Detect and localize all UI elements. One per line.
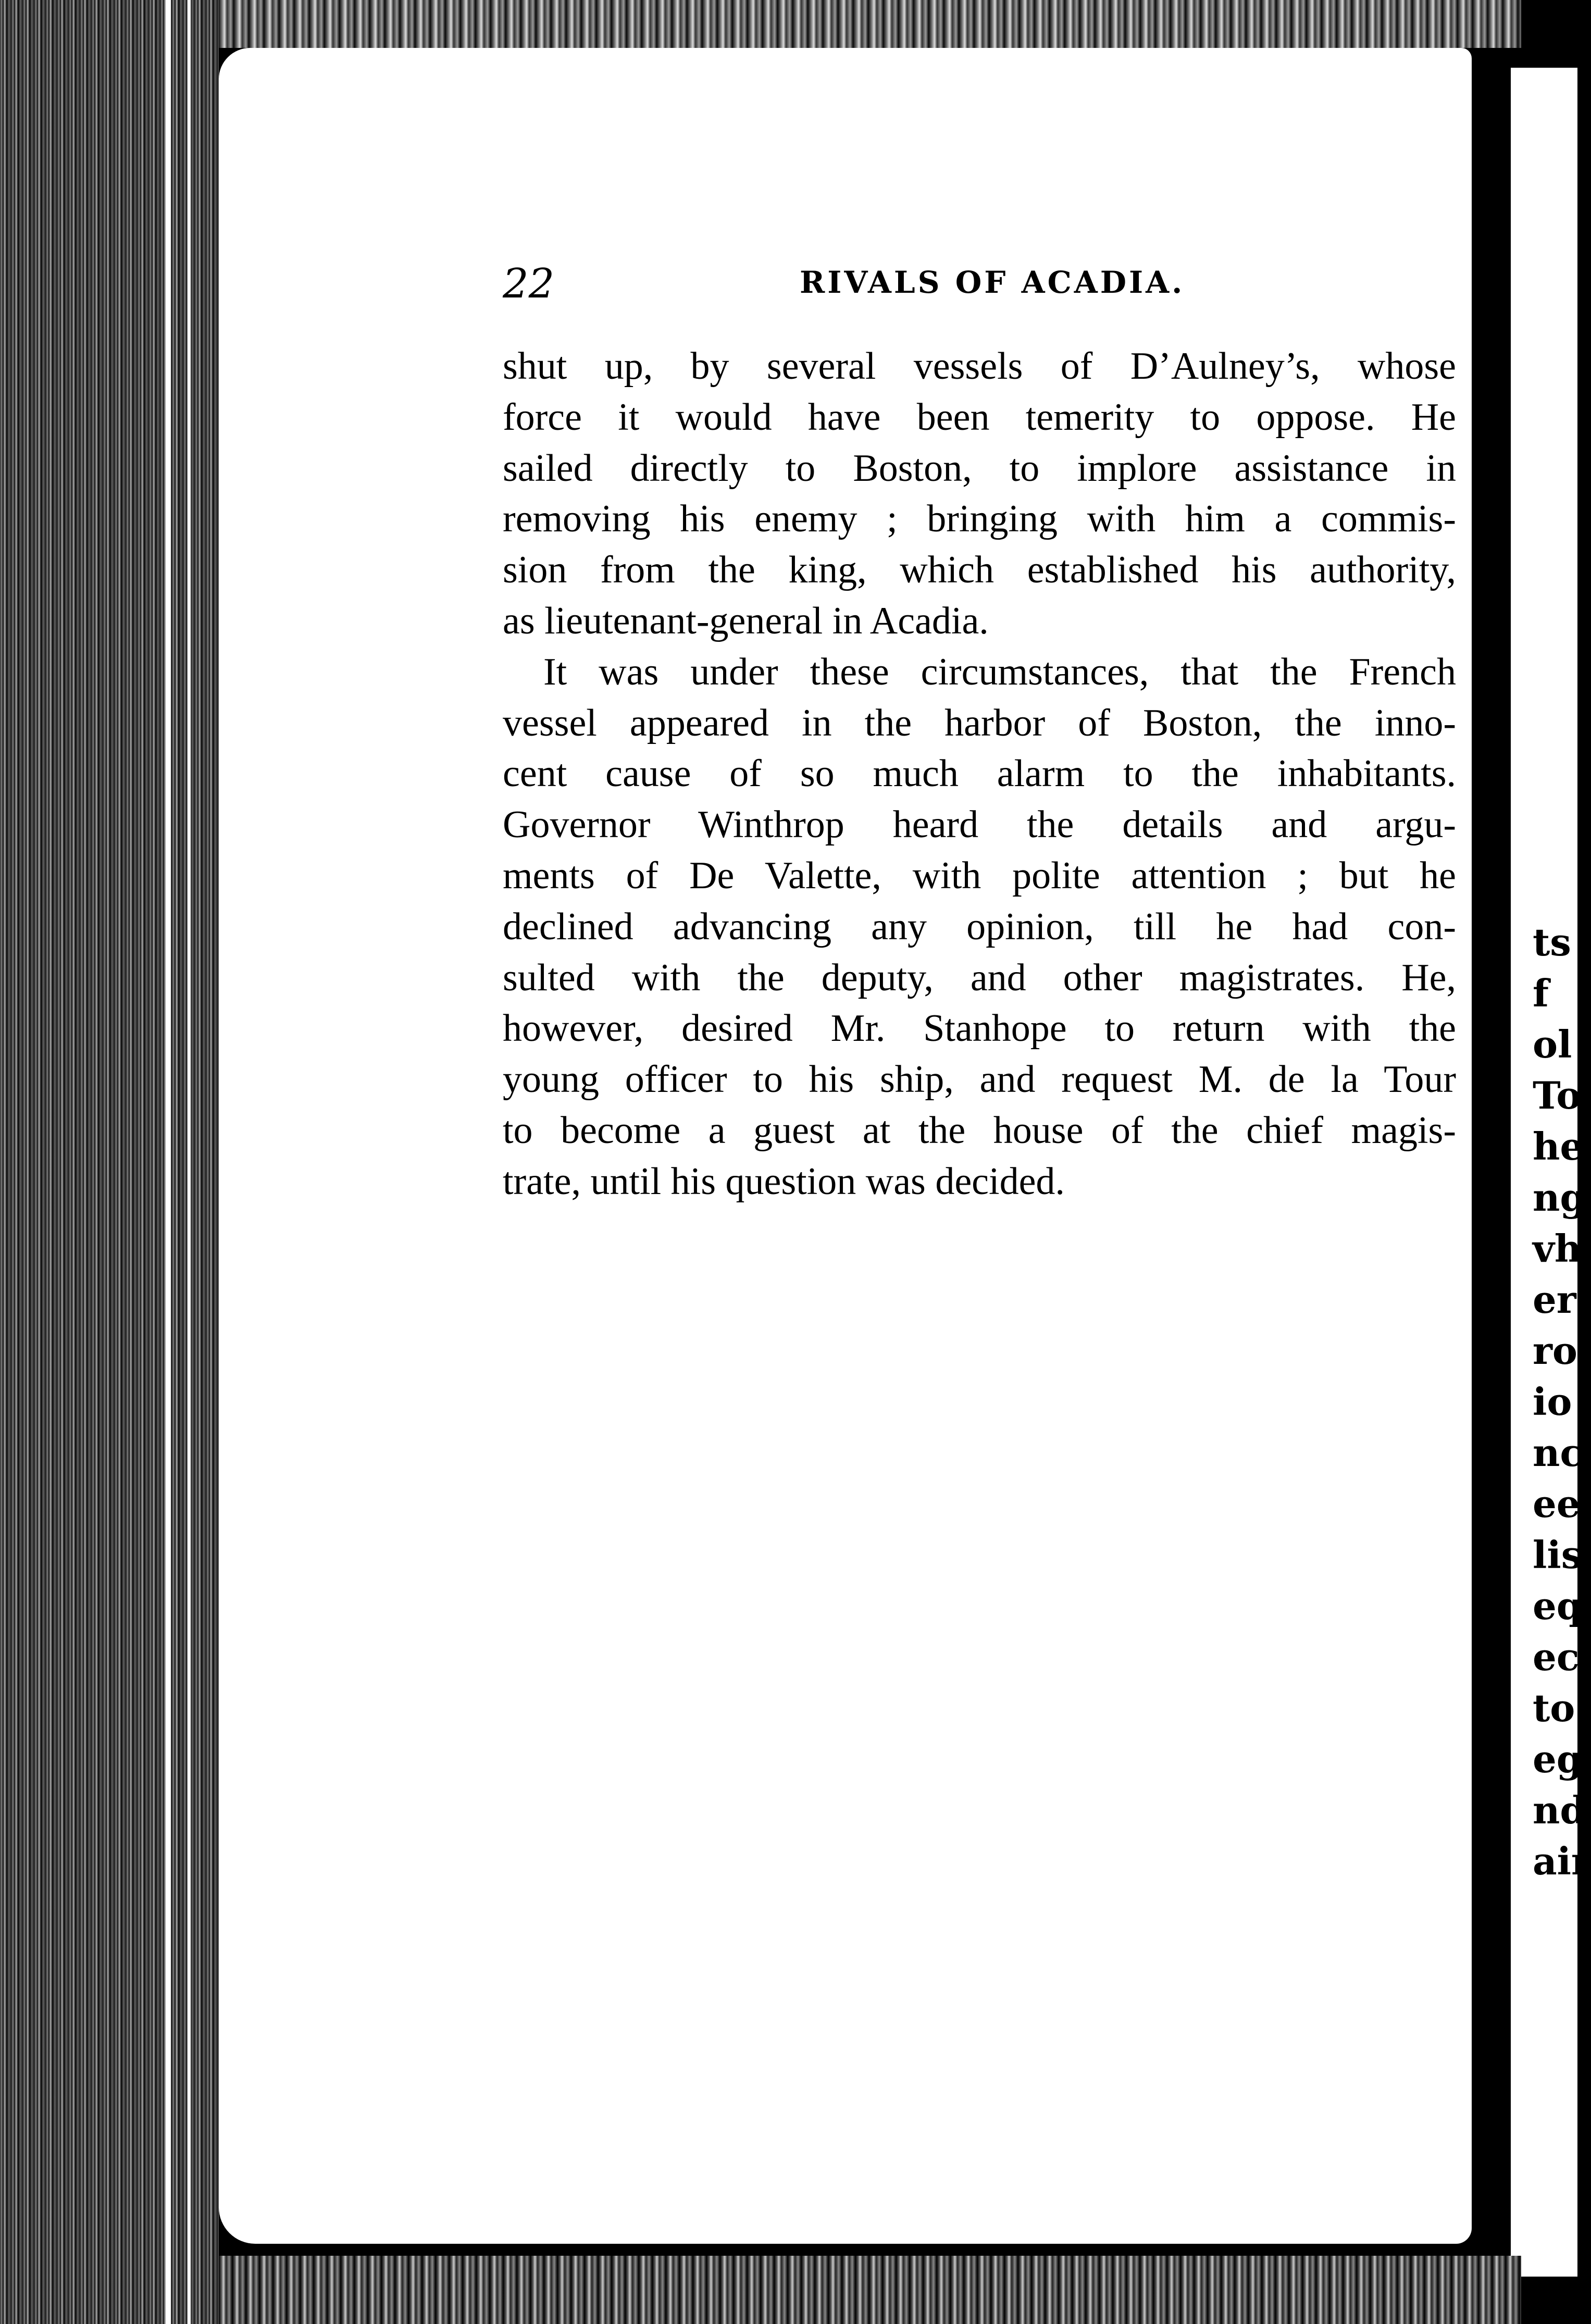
facing-page-fragment: ec xyxy=(1533,1635,1580,1679)
page-number: 22 xyxy=(503,260,555,307)
facing-page-fragment: ts xyxy=(1533,920,1571,964)
text-line: It was under these circumstances, that the French xyxy=(543,650,1456,693)
facing-page-fragment: f xyxy=(1533,971,1549,1015)
text-line: vessel appeared in the harbor of Boston, the inno- xyxy=(503,701,1456,744)
body-text xyxy=(503,341,1456,1208)
facing-page-fragment: air xyxy=(1533,1839,1591,1883)
facing-page-fragment: ee xyxy=(1533,1482,1581,1526)
facing-page-fragment: nc xyxy=(1533,1431,1583,1475)
text-line: sailed directly to Boston, to implore assistance in xyxy=(503,446,1456,490)
text-line: sulted with the deputy, and other magistrates. He, xyxy=(503,956,1456,999)
text-line: cent cause of so much alarm to the inhabitants. xyxy=(503,752,1456,796)
facing-page-fragment: vh xyxy=(1533,1226,1582,1271)
spine-highlight xyxy=(166,0,171,2324)
text-line: young officer to his ship, and request M. de la Tour xyxy=(503,1058,1456,1101)
text-line: shut up, by several vessels of D’Aulney’s, whose xyxy=(503,345,1456,388)
running-head: RIVALS OF ACADIA. xyxy=(800,265,1185,300)
text-line: declined advancing any opinion, till he had con- xyxy=(503,905,1456,948)
facing-page-fragment: nd xyxy=(1533,1788,1586,1832)
book-spine-edge xyxy=(0,0,219,2324)
text-line: force it would have been temerity to oppose. He xyxy=(503,395,1456,439)
text-line: as lieutenant-general in Acadia. xyxy=(503,599,989,642)
facing-page-fragment: he xyxy=(1533,1124,1584,1169)
facing-page-fragment: ro xyxy=(1533,1328,1577,1373)
facing-page-fragment: ng xyxy=(1533,1175,1586,1220)
paragraph xyxy=(503,341,1456,647)
spine-highlight xyxy=(188,0,191,2324)
facing-page-fragment: To xyxy=(1533,1073,1582,1117)
facing-page-fragment: io xyxy=(1533,1380,1572,1424)
facing-page-fragment: eq xyxy=(1533,1584,1583,1628)
text-line: removing his enemy ; bringing with him a commis- xyxy=(503,498,1456,541)
paragraph xyxy=(503,647,1456,1208)
facing-page-fragment: ol xyxy=(1533,1022,1572,1066)
page-header xyxy=(503,254,1498,312)
text-line: trate, until his question was decided. xyxy=(503,1160,1065,1203)
facing-page-fragment: lis xyxy=(1533,1533,1583,1577)
text-line: however, desired Mr. Stanhope to return with the xyxy=(503,1007,1456,1050)
text-line: to become a guest at the house of the chief magis- xyxy=(503,1109,1456,1152)
facing-page-fragment: eg xyxy=(1533,1737,1583,1781)
text-line: ments of De Valette, with polite attention ; but he xyxy=(503,854,1456,897)
facing-page-fragments xyxy=(1532,917,1591,2047)
facing-page-fragment: to xyxy=(1533,1686,1575,1730)
text-line: Governor Winthrop heard the details and argu- xyxy=(503,803,1456,847)
text-line: sion from the king, which established his authority, xyxy=(503,549,1456,592)
facing-page-fragment: er xyxy=(1533,1277,1576,1322)
page-top-edge xyxy=(219,0,1521,48)
page-bottom-edge xyxy=(219,2256,1521,2324)
